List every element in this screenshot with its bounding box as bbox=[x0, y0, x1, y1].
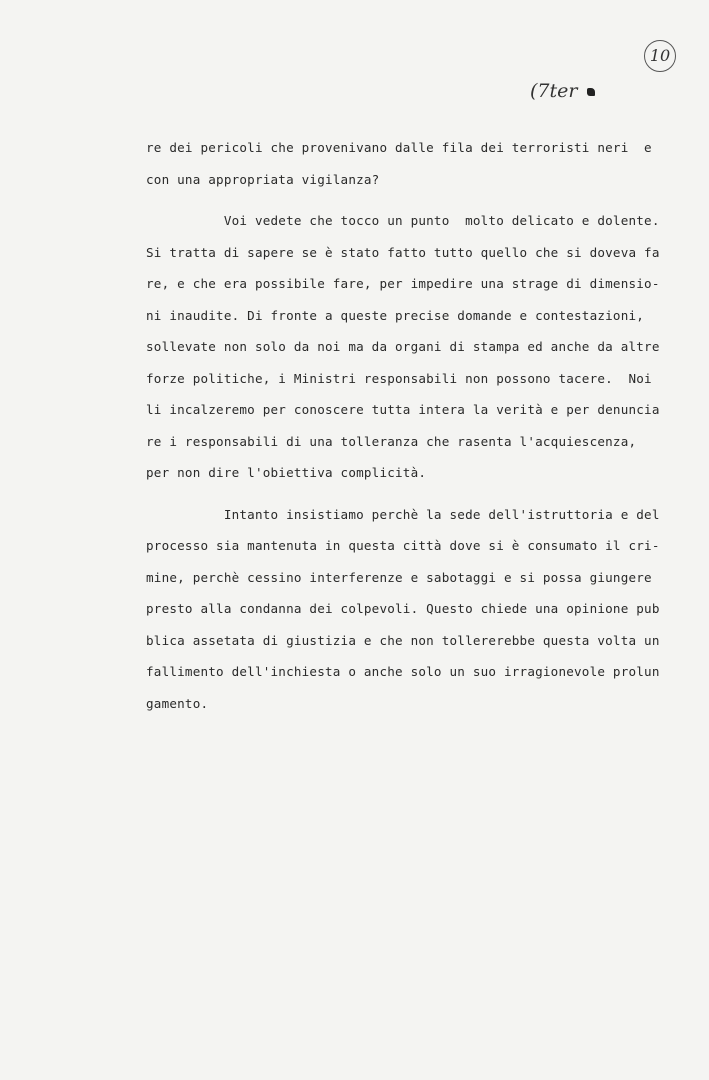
text-line: re i responsabili di una tolleranza che rasenta l'acquiescenza, bbox=[146, 433, 637, 449]
paragraph-1 bbox=[146, 132, 652, 195]
text-line: per non dire l'obiettiva complicità. bbox=[146, 465, 427, 480]
text-line: presto alla condanna dei colpevoli. Questo chiede una opinione pub bbox=[146, 601, 660, 616]
text-line: fallimento dell'inchiesta o anche solo un suo irragionevole prolun bbox=[146, 664, 660, 679]
text-line: re, e che era possibile fare, per impedire una strage di dimensio- bbox=[146, 276, 660, 291]
ink-blot-icon bbox=[587, 88, 595, 96]
text-line: con una appropriata vigilanza? bbox=[146, 171, 380, 187]
text-line: blica assetata di giustizia e che non tollererebbe questa volta un bbox=[146, 632, 660, 648]
paragraph-2 bbox=[146, 205, 660, 489]
text-line: ni inaudite. Di fronte a queste precise domande e contestazioni, bbox=[146, 307, 645, 323]
body-text bbox=[146, 132, 660, 719]
paragraph-3 bbox=[146, 499, 660, 720]
handwritten-note-text: 7ter bbox=[537, 80, 578, 102]
text-line: Intanto insistiamo perchè la sede dell'istruttoria e del bbox=[146, 506, 660, 522]
page-number: 10 bbox=[644, 40, 676, 72]
text-line: gamento. bbox=[146, 695, 209, 711]
text-line: Si tratta di sapere se è stato fatto tutto quello che si doveva fa bbox=[146, 244, 660, 260]
text-line: sollevate non solo da noi ma da organi di stampa ed anche da altre bbox=[146, 339, 660, 354]
text-line: forze politiche, i Ministri responsabili non possono tacere. Noi bbox=[146, 370, 652, 386]
text-line: Voi vedete che tocco un punto molto delicato e dolente. bbox=[146, 213, 660, 228]
text-line: li incalzeremo per conoscere tutta intera la verità e per denuncia bbox=[146, 402, 660, 417]
text-line: mine, perchè cessino interferenze e sabotaggi e si possa giungere bbox=[146, 569, 652, 585]
text-line: processo sia mantenuta in questa città dove si è consumato il cri- bbox=[146, 538, 660, 553]
text-line: re dei pericoli che provenivano dalle fila dei terroristi neri e bbox=[146, 140, 652, 155]
handwritten-note: (7ter bbox=[530, 80, 595, 102]
